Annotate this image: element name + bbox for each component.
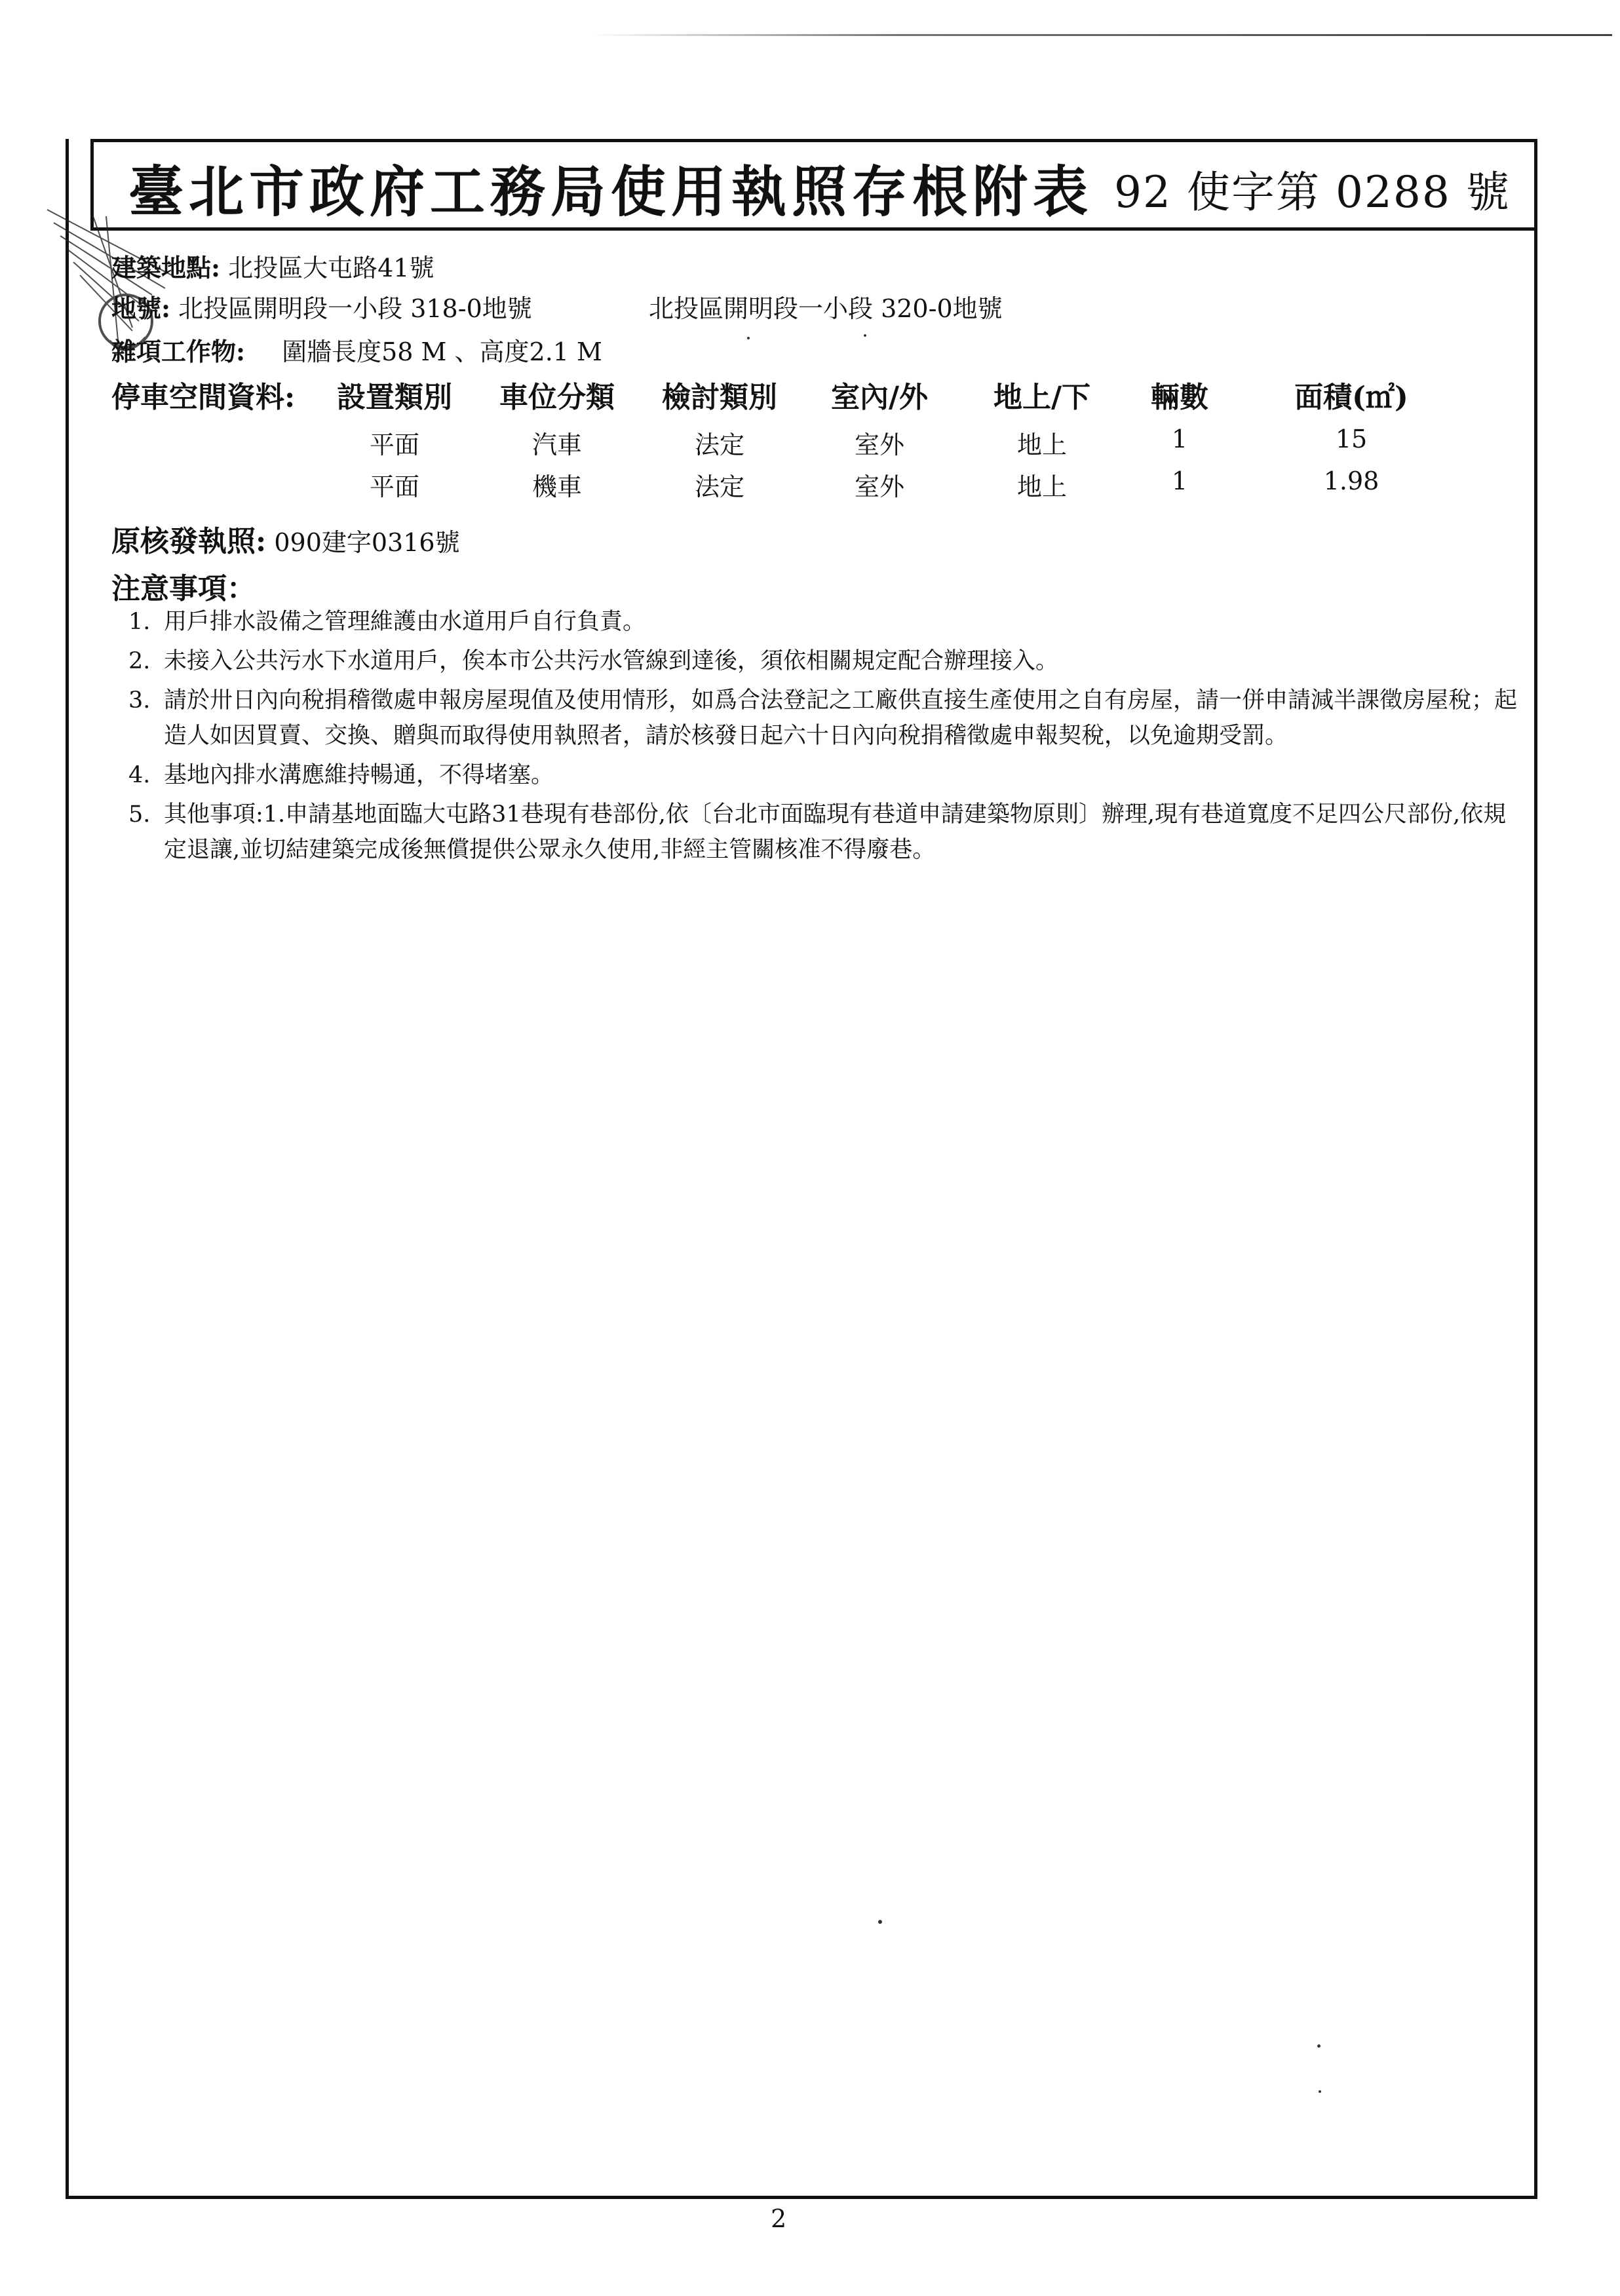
parking-header-level: 地上/下 <box>993 381 1091 414</box>
parking-row-2-review: 法定 <box>694 472 745 501</box>
note-text: 基地內排水溝應維持暢通，不得堵塞。 <box>164 762 554 788</box>
lot-number-value-2: 北投區開明段一小段 320-0地號 <box>649 294 1003 323</box>
permit-number: 92 使字第 0288 號 <box>1114 167 1511 218</box>
note-item <box>128 604 1524 640</box>
original-license-row <box>111 518 460 560</box>
parking-row-2-area: 1.98 <box>1323 467 1379 495</box>
note-text: 其他事項:1.申請基地面臨大屯路31巷現有巷部份,依〔台北市面臨現有巷道申請建築物原則〕辦理,現有巷道寬度不足四公尺部份,依規定退讓,並切結建築完成後無償提供公眾永久使用,非經主管關核准不得廢巷。 <box>164 801 1507 863</box>
parking-row-2-count: 1 <box>1171 467 1188 495</box>
note-text: 未接入公共污水下水道用戶，俟本市公共污水管線到達後，須依相關規定配合辦理接入。 <box>164 648 1059 674</box>
parking-row-1-level: 地上 <box>1016 430 1068 459</box>
scan-speck <box>864 334 866 337</box>
original-license-value: 090建字0316號 <box>274 528 460 557</box>
parking-row-1-review: 法定 <box>694 430 745 459</box>
misc-works-value: 圍牆長度58 M 、高度2.1 M <box>282 337 602 366</box>
parking-header-area: 面積(㎡) <box>1294 381 1408 414</box>
parking-header-review: 檢討類別 <box>662 381 777 414</box>
lot-number-row <box>111 288 1003 324</box>
note-item <box>128 757 1524 793</box>
document-frame <box>66 139 1537 2199</box>
site-address-value: 北投區大屯路41號 <box>228 254 434 282</box>
notes-list <box>128 604 1524 871</box>
note-number: 3. <box>128 687 151 714</box>
scan-speck <box>1317 2044 1321 2048</box>
lot-number-value-1: 北投區開明段一小段 318-0地號 <box>178 294 532 323</box>
scan-artifact-line <box>590 34 1612 36</box>
document-title: 臺北市政府工務局使用執照存根附表 <box>128 159 1094 224</box>
original-license-label: 原核發執照: <box>111 525 267 558</box>
parking-row-1-type: 平面 <box>369 430 420 459</box>
parking-header-type: 設置類別 <box>337 381 452 414</box>
note-number: 2. <box>128 648 151 674</box>
note-item <box>128 643 1524 679</box>
parking-row-2-type: 平面 <box>369 472 420 501</box>
note-number: 1. <box>128 609 151 635</box>
parking-row-2-indoor-outdoor: 室外 <box>854 472 905 501</box>
scan-speck <box>878 1920 882 1924</box>
note-item <box>128 683 1524 754</box>
parking-row-2-vehicle: 機車 <box>531 472 583 501</box>
parking-label: 停車空間資料: <box>111 381 296 414</box>
parking-row-2-level: 地上 <box>1016 472 1068 501</box>
parking-row-1-vehicle: 汽車 <box>531 430 583 459</box>
misc-works-label: 雜項工作物: <box>111 337 246 366</box>
scan-speck <box>1319 2090 1321 2093</box>
lot-number-label: 地號: <box>111 294 171 323</box>
site-address-label: 建築地點: <box>111 253 221 282</box>
note-text: 用戶排水設備之管理維護由水道用戶自行負責。 <box>164 609 646 635</box>
parking-header-vehicle: 車位分類 <box>499 381 615 414</box>
parking-row-1-area: 15 <box>1335 425 1368 453</box>
scan-speck <box>747 337 750 339</box>
misc-works-row <box>111 332 602 368</box>
notes-title: 注意事項： <box>111 572 256 605</box>
parking-row-1-indoor-outdoor: 室外 <box>854 430 905 459</box>
note-number: 5. <box>128 801 151 828</box>
parking-header-indoor-outdoor: 室內/外 <box>830 381 929 414</box>
site-address-row <box>111 248 434 284</box>
page-number: 2 <box>771 2204 787 2233</box>
note-number: 4. <box>128 762 151 788</box>
parking-header-count: 輛數 <box>1151 381 1208 414</box>
note-item <box>128 797 1524 868</box>
note-text: 請於卅日內向稅捐稽徵處申報房屋現值及使用情形，如爲合法登記之工廠供直接生產使用之自有房屋，請一併申請減半課徵房屋稅；起造人如因買賣、交換、贈與而取得使用執照者，請於核發日起六十日內向稅捐稽徵處申報契稅，以免逾期受罰。 <box>164 687 1518 749</box>
parking-row-1-count: 1 <box>1171 425 1188 453</box>
